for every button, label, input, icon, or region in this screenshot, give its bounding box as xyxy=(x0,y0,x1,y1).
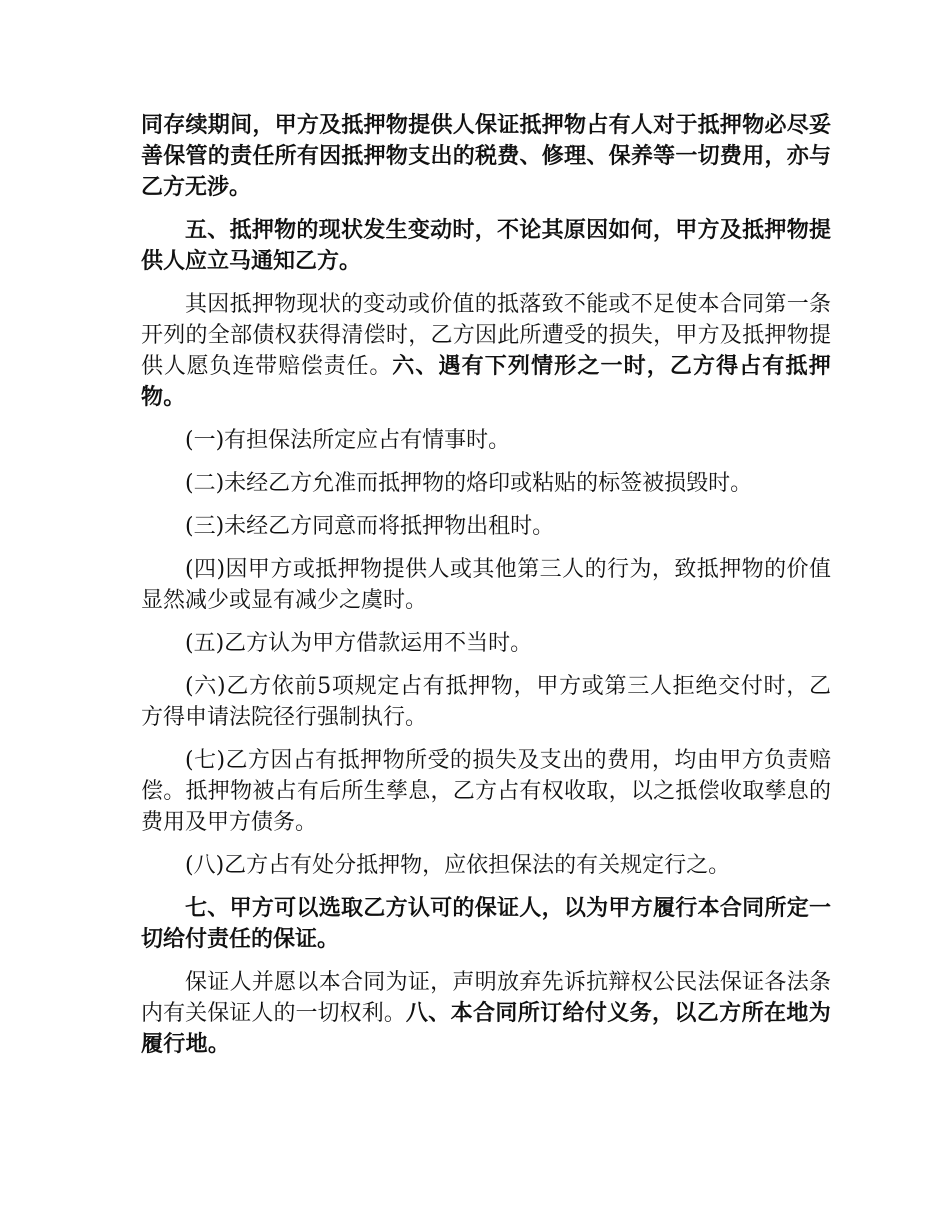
list-item: (六)乙方依前5项规定占有抵押物，甲方或第三人拒绝交付时，乙方得申请法院径行强制执行。 xyxy=(141,674,831,730)
clause-5-body-text: 其因抵押物现状的变动或价值的抵落致不能或不足使本合同第一条开列的全部债权获得清偿时，乙方因此所遭受的损失，甲方及抵押物提供人愿负连带赔偿责任。 xyxy=(141,292,831,379)
clause-7-heading: 七、甲方可以选取乙方认可的保证人，以为甲方履行本合同所定一切给付责任的保证。 xyxy=(141,896,831,952)
list-item: (四)因甲方或抵押物提供人或其他第三人的行为，致抵押物的价值显然减少或显有减少之虞时。 xyxy=(141,557,831,613)
document-page xyxy=(141,110,831,1072)
list-item: (八)乙方占有处分抵押物，应依担保法的有关规定行之。 xyxy=(185,853,731,878)
list-item: (一)有担保法所定应占有情事时。 xyxy=(185,428,511,453)
paragraph-continuation: 同存续期间，甲方及抵押物提供人保证抵押物占有人对于抵押物必尽妥善保管的责任所有因抵押物支出的税费、修理、保养等一切费用，亦与乙方无涉。 xyxy=(141,113,831,200)
list-item: (二)未经乙方允准而抵押物的烙印或粘贴的标签被损毁时。 xyxy=(185,471,753,496)
clause-8-heading: 八、本合同所订给付义务，以乙方所在地为履行地。 xyxy=(141,1001,831,1057)
list-item: (三)未经乙方同意而将抵押物出租时。 xyxy=(185,514,555,539)
list-item: (五)乙方认为甲方借款运用不当时。 xyxy=(185,631,533,656)
list-item: (七)乙方因占有抵押物所受的损失及支出的费用，均由甲方负责赔偿。抵押物被占有后所生孳息，乙方占有权收取，以之抵偿收取孳息的费用及甲方债务。 xyxy=(141,748,831,835)
clause-7-body xyxy=(141,967,831,1060)
clause-5-heading: 五、抵押物的现状发生变动时，不论其原因如何，甲方及抵押物提供人应立马通知乙方。 xyxy=(141,218,831,274)
clause-6-heading: 六、遇有下列情形之一时，乙方得占有抵押物。 xyxy=(141,354,831,410)
clause-7-body-text: 保证人并愿以本合同为证，声明放弃先诉抗辩权公民法保证各法条内有关保证人的一切权利。 xyxy=(141,970,831,1026)
clause-5-body xyxy=(141,289,831,413)
